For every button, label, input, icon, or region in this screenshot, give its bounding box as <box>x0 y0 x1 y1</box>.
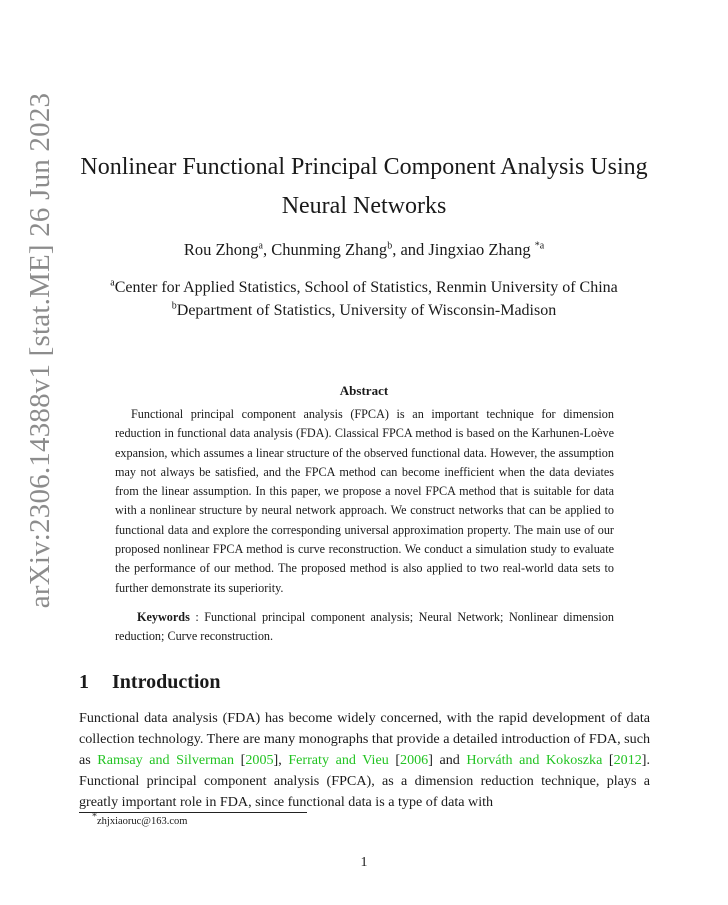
citation-year-2012[interactable]: 2012 <box>613 752 642 768</box>
arxiv-stamp-text: arXiv:2306.14388v1 [stat.ME] 26 Jun 2023 <box>24 92 57 608</box>
affiliation-a-text: Center for Applied Statistics, School of Statistics, Renmin University of China <box>114 279 618 296</box>
citation-year-2006[interactable]: 2006 <box>400 752 429 768</box>
citation-bracket: ], <box>273 752 289 768</box>
author-3-affil: *a <box>534 240 545 252</box>
footnote <box>92 811 188 827</box>
keywords-label: Keywords <box>137 610 190 624</box>
citation-bracket: [ <box>234 752 246 768</box>
affiliation-b <box>64 302 664 320</box>
arxiv-stamp <box>20 90 62 610</box>
intro-text: Functional data analysis (FDA) has become widely concerned, with the rapid development of data collection technology. There are many monographs that provide a detailed introduction of FDA, such as <box>79 710 650 768</box>
citation-horvath-kokoszka[interactable]: Horváth and Kokoszka <box>466 752 603 768</box>
author-1: Rou Zhong <box>183 240 259 259</box>
author-separator: , and <box>392 240 429 259</box>
abstract-heading: Abstract <box>339 383 389 398</box>
section-number: 1 <box>79 671 89 693</box>
citation-ferraty-vieu[interactable]: Ferraty and Vieu <box>288 752 389 768</box>
section-heading <box>79 671 221 694</box>
citation-bracket: [ <box>388 752 401 768</box>
author-2-affil: b <box>387 240 393 252</box>
intro-text: ]. Functional principal component analysis (FPCA), as a dimension reduction technique, plays a greatly important role in FDA, since functional data is a type of data with <box>79 752 651 810</box>
intro-paragraph <box>79 708 650 813</box>
title-line-2: Neural Networks <box>281 193 447 219</box>
affiliation-a <box>64 279 664 297</box>
citation-bracket: [ <box>602 752 614 768</box>
author-list <box>64 240 664 260</box>
page-number: 1 <box>360 855 368 870</box>
author-3: Jingxiao Zhang <box>428 240 535 259</box>
affiliation-a-mark: a <box>110 277 115 289</box>
affiliation-b-text: Department of Statistics, University of Wisconsin-Madison <box>176 302 557 319</box>
keywords-text: : Functional principal component analysis; Neural Network; Nonlinear dimension reduction; Curve reconstruction. <box>115 610 614 644</box>
author-1-affil: a <box>258 240 263 252</box>
paper-title <box>64 148 664 226</box>
author-2: Chunming Zhang <box>271 240 388 259</box>
citation-ramsay-silverman[interactable]: Ramsay and Silverman <box>97 752 235 768</box>
section-title: Introduction <box>112 671 221 693</box>
footnote-mark: * <box>92 811 97 823</box>
citation-bracket: ] and <box>428 752 467 768</box>
citation-year-2005[interactable]: 2005 <box>245 752 274 768</box>
abstract-body: Functional principal component analysis (FPCA) is an important technique for dimension reduction in functional data analysis (FDA). Classical FPCA method is based on the Karhunen-Loève expansion, which assumes a linear structure of the observed functional data. However, the assumption may not always be satisfied, and the FPCA method can become inefficient when the data deviates from the linear assumption. In this paper, we propose a novel FPCA method that is suitable for data with a nonlinear structure by neural network approach. We construct networks that can be applied to functional data and explore the corresponding universal approximation property. The main use of our proposed nonlinear FPCA method is curve reconstruction. We conduct a simulation study to evaluate the performance of our method. The proposed method is also applied to two real-world data sets to further demonstrate its superiority. <box>115 407 614 595</box>
footnote-rule <box>79 812 307 813</box>
keywords <box>115 608 614 647</box>
title-line-1: Nonlinear Functional Principal Component Analysis Using <box>80 154 648 180</box>
author-separator: , <box>262 240 272 259</box>
footnote-email: zhjxiaoruc@163.com <box>97 816 188 827</box>
affiliation-b-mark: b <box>171 300 177 312</box>
